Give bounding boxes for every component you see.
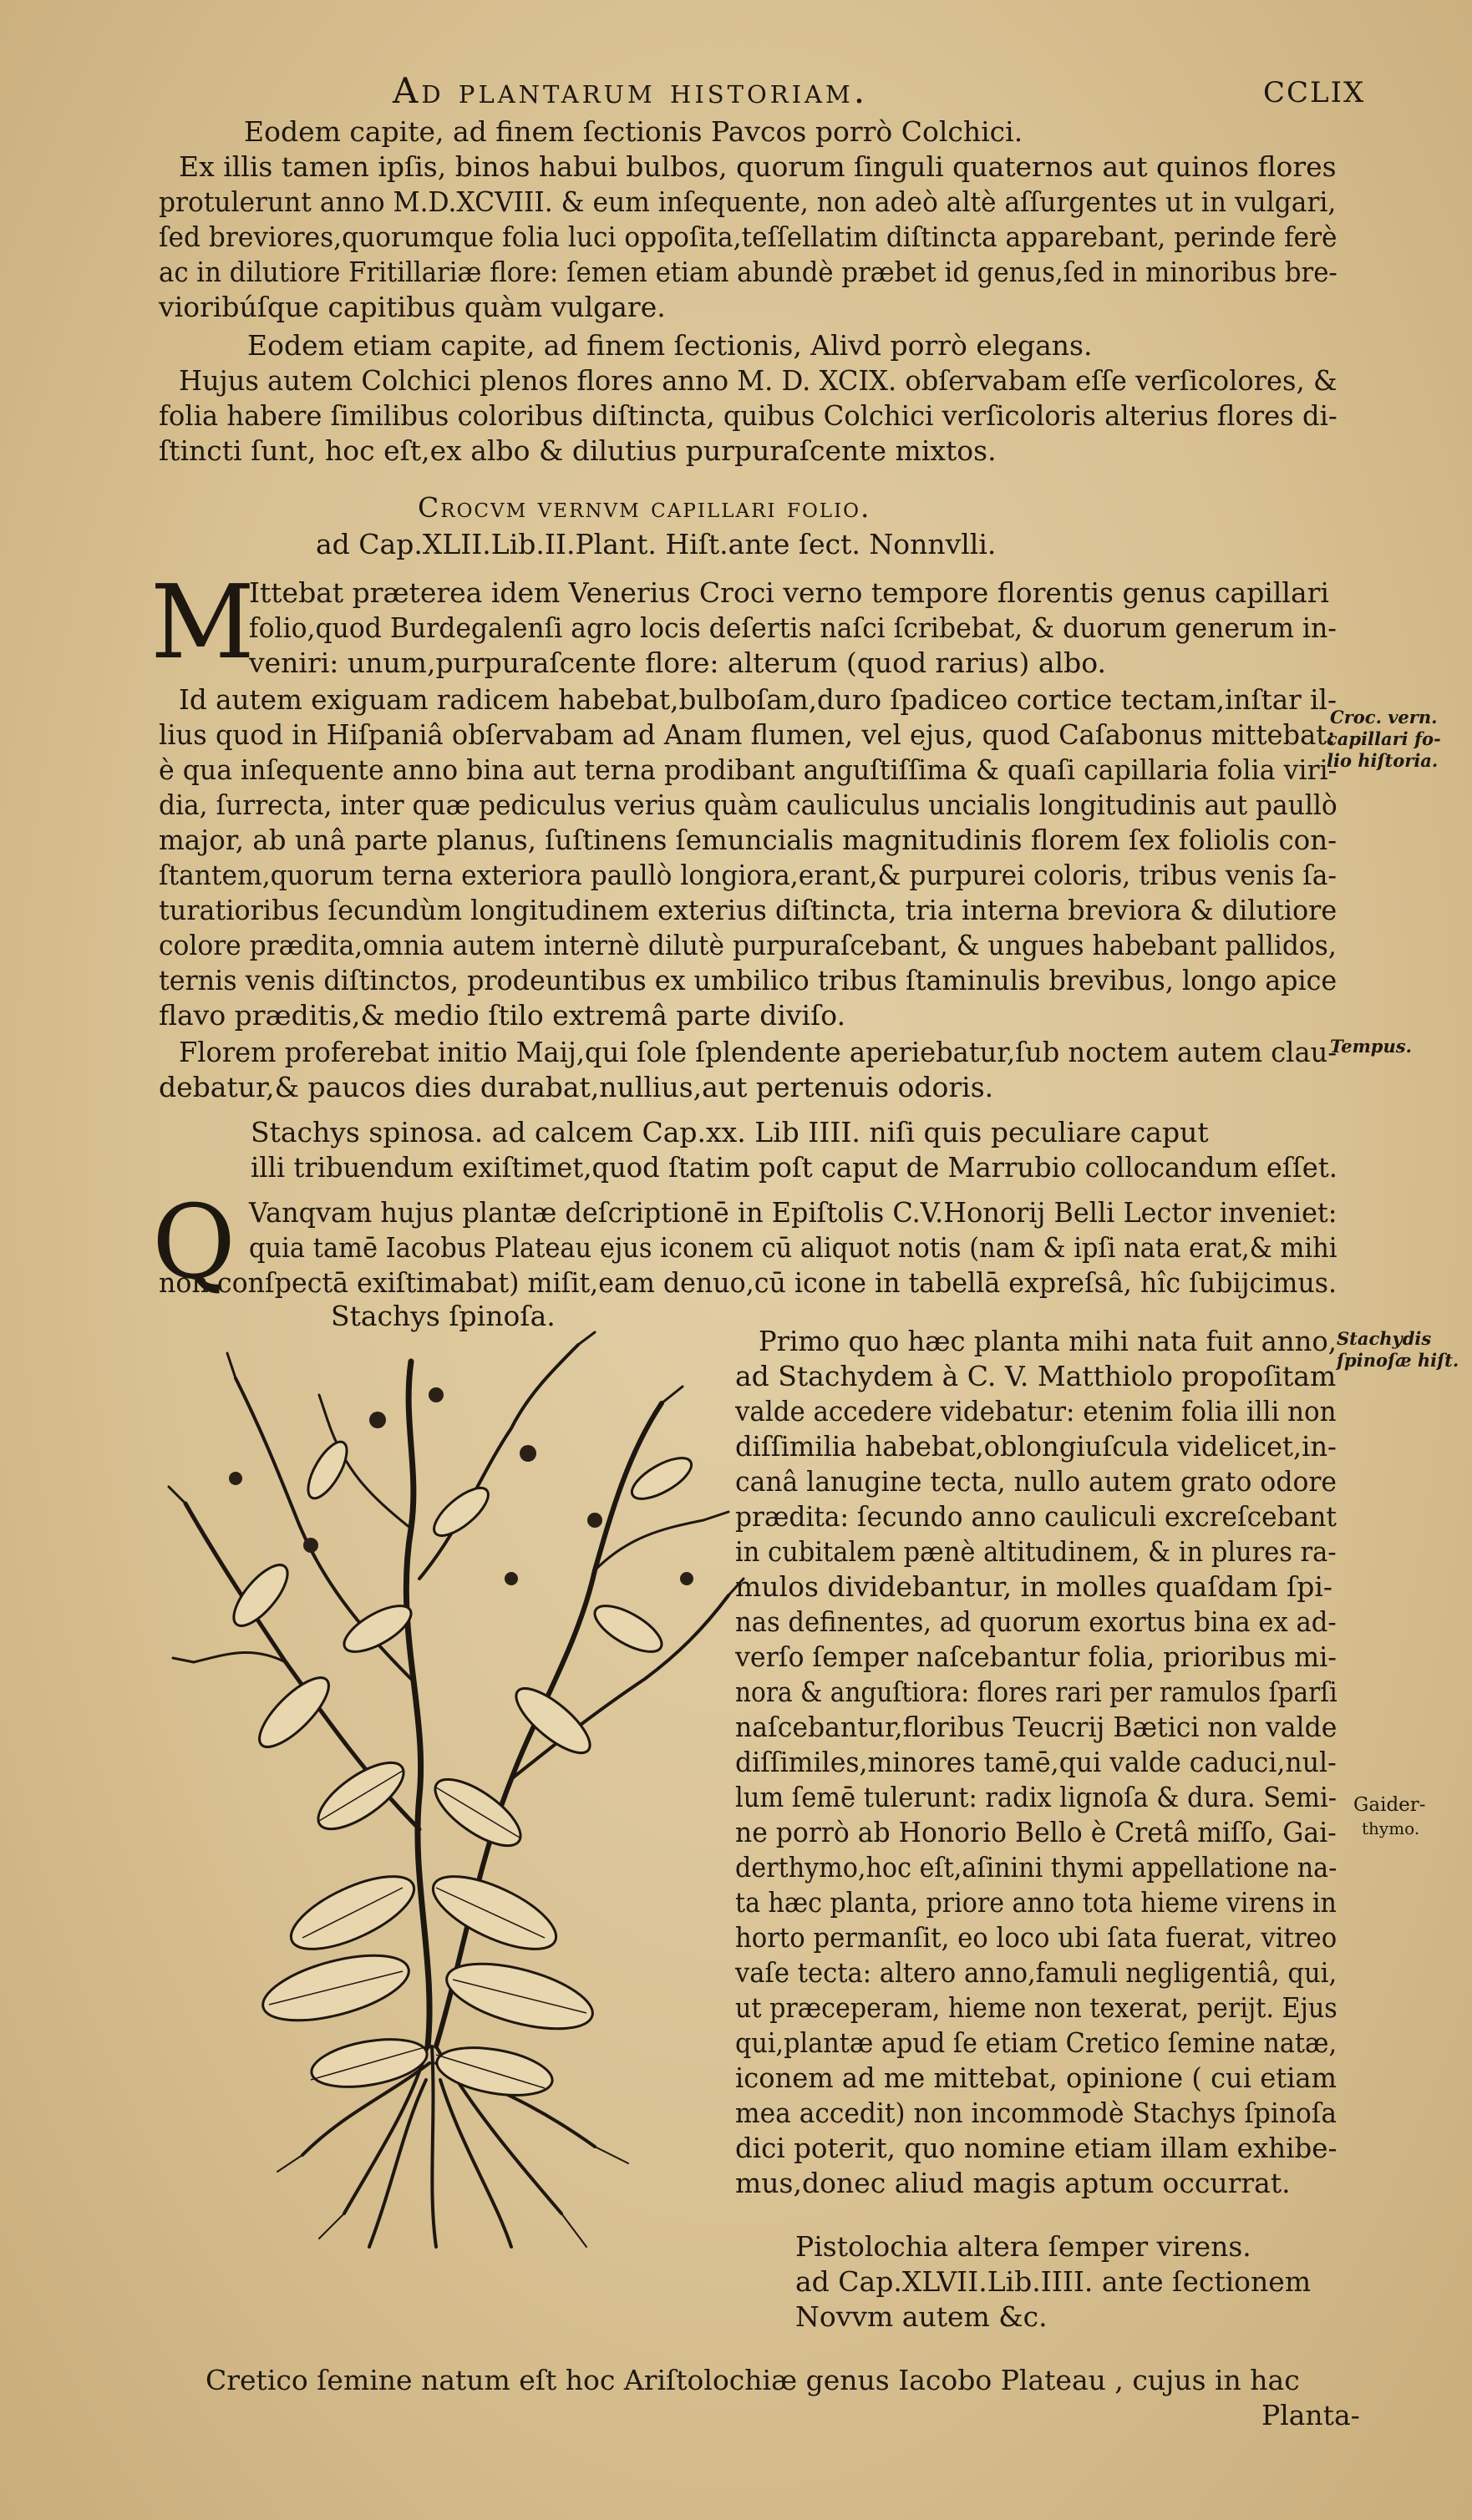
paucos-line: ac in dilutiore Fritillariæ flore: ſemen etiam abundè præbet id genus,ſed in minoribus bre- — [159, 256, 1337, 288]
paucos-line: Ex illis tamen ipſis, binos habui bulbos, quorum ſinguli quaternos aut quinos flores — [179, 150, 1337, 183]
crocum-line: ſtantem,quorum terna exteriora paullò longiora,erant,& purpurei coloris, tribus venis ſa- — [159, 859, 1337, 891]
paucos-intro: Eodem capite, ad finem ſectionis Pavcos porrò Colchici. — [244, 115, 1023, 148]
stachys-column-line: derthymo,hoc eſt,aſinini thymi appellatione na- — [735, 1851, 1337, 1884]
crocum-line: lius quod in Hiſpaniâ obſervabam ad Anam flumen, vel ejus, quod Caſabonus mittebat: — [159, 718, 1337, 751]
stachys-column-line: mulos dividebantur, in molles quaſdam ſpi- — [735, 1570, 1333, 1603]
margin-note-stachys-2: ſpinoſæ hiſt. — [1337, 1350, 1459, 1371]
crocum-heading: Crocvm vernvm capillari folio. — [418, 491, 871, 524]
crocum-line: Id autem exiguam radicem habebat,bulboſam,duro ſpadiceo cortice tectam,inſtar il- — [179, 683, 1337, 716]
stachys-intro-line: quia tamē Iacobus Plateau ejus iconem cū aliquot notis (nam & ipſi nata erat,& mihi — [249, 1231, 1337, 1264]
stachys-column-line: mea accedit) non incommodè Stachys ſpinoſa — [735, 2097, 1337, 2129]
stachys-column-line: nora & anguſtiora: flores rari per ramulos ſparſi — [735, 1676, 1337, 1708]
margin-note-croc-3: lio hiſtoria. — [1327, 750, 1439, 771]
margin-note-croc-2: capillari fo- — [1327, 728, 1441, 749]
stachys-column-line: vaſe tecta: altero anno,famuli negligentiâ, qui, — [735, 1956, 1337, 1989]
catchword: Planta- — [1261, 2399, 1360, 2431]
stachys-column-line: ne porrò ab Honorio Bello è Cretâ miſſo, Gai- — [735, 1816, 1337, 1848]
stachys-column-line: ta hæc planta, priore anno tota hieme virens in — [735, 1886, 1337, 1919]
pistolochia-heading: Pistolochia altera ſemper virens. — [795, 2230, 1251, 2263]
crocum-line: colore prædita,omnia autem internè dilutè purpuraſcebant, & ungues habebant pallidos, — [159, 929, 1337, 961]
running-title: Ad plantarum historiam. — [393, 70, 869, 111]
stachys-column-line: qui,plantæ apud ſe etiam Cretico ſemine natæ, — [735, 2026, 1337, 2059]
stachys-column-line: ut præceperam, hieme non texerat, perijt. Ejus — [735, 1991, 1337, 2024]
stachys-heading-1: Stachys spinosa. ad calcem Cap.xx. Lib IIII. niſi quis peculiare caput — [251, 1116, 1209, 1148]
crocum-line: debatur,& paucos dies durabat,nullius,aut pertenuis odoris. — [159, 1071, 994, 1103]
stachys-column-line: prædita: ſecundo anno cauliculi excreſcebant — [735, 1500, 1337, 1533]
stachys-column-line: horto permanſit, eo loco ubi ſata fuerat, vitreo — [735, 1921, 1337, 1954]
folio-number: cclix — [1263, 65, 1366, 112]
crocum-line: dia, ſurrecta, inter quæ pediculus verius quàm cauliculus uncialis longitudinis aut paullò — [159, 788, 1337, 821]
stachys-woodcut-illustration — [160, 1328, 745, 2264]
pistolochia-subheading: ad Cap.XLVII.Lib.IIII. ante ſectionem — [795, 2265, 1312, 2298]
stachys-column-line: ad Stachydem à C. V. Matthiolo propoſitam — [735, 1360, 1337, 1392]
paucos-line: protulerunt anno M.D.XCVIII. & eum inſequente, non adeò altè aſſurgentes ut in vulgari, — [159, 185, 1337, 218]
margin-note-stachys-1: Stachydis — [1337, 1328, 1432, 1349]
aliud-line: Hujus autem Colchici plenos flores anno M. D. XCIX. obſervabam eſſe verſicolores, & — [179, 364, 1337, 397]
figure-caption: Stachys ſpinoſa. — [331, 1300, 556, 1332]
crocum-line: è qua inſequente anno bina aut terna prodibant anguſtiſſima & quaſi capillaria folia viri- — [159, 753, 1337, 786]
stachys-column-line: dici poterit, quo nomine etiam illam exhibe- — [735, 2132, 1337, 2164]
crocum-line: veniri: unum,purpuraſcente flore: alterum (quod rarius) albo. — [249, 646, 1107, 679]
margin-note-gaider-1: Gaider- — [1353, 1794, 1426, 1816]
crocum-line: Ittebat præterea idem Venerius Croci verno tempore florentis genus capillari — [249, 576, 1329, 609]
stachys-column-line: diſſimilia habebat,oblongiuſcula videlicet,in- — [735, 1430, 1337, 1463]
stachys-column-line: mus,donec aliud magis aptum occurrat. — [735, 2167, 1291, 2199]
stachys-column-line: canâ lanugine tecta, nullo autem grato odore — [735, 1465, 1337, 1498]
stachys-column-line: valde accedere videbatur: etenim folia illi non — [735, 1395, 1337, 1427]
aliud-line: folia habere ſimilibus coloribus diſtincta, quibus Colchici verſicoloris alterius flores di- — [159, 399, 1337, 432]
crocum-line: ternis venis diſtinctos, prodeuntibus ex umbilico tribus ſtaminulis brevibus, longo apice — [159, 964, 1337, 996]
paucos-line: ſed breviores,quorumque folia luci oppoſita,teſſellatim diſtincta apparebant, perinde ferè — [159, 221, 1337, 253]
stachys-column-line: nas definentes, ad quorum exortus bina ex ad- — [735, 1605, 1337, 1638]
stachys-column-line: in cubitalem pænè altitudinem, & in plures ra- — [735, 1535, 1337, 1568]
crocum-line: major, ab unâ parte planus, ſuſtinens ſemuncialis magnitudinis florem ſex foliolis con- — [159, 824, 1337, 856]
drop-capital: Q — [152, 1183, 236, 1301]
drop-capital: M — [150, 563, 255, 682]
aliud-line: ſtincti ſunt, hoc eſt,ex albo & dilutius purpuraſcente mixtos. — [159, 434, 997, 467]
stachys-column-line: iconem ad me mittebat, opinione ( cui etiam — [735, 2061, 1337, 2094]
stachys-intro-line: non conſpectā exiſtimabat) miſit,eam denuo,cū icone in tabellā expreſsâ, hîc ſubijcimus. — [159, 1266, 1337, 1299]
stachys-intro-line: Vanqvam hujus plantæ deſcriptionē in Epiſtolis C.V.Honorij Belli Lector inveniet: — [249, 1196, 1337, 1229]
margin-note-gaider-2: thymo. — [1362, 1818, 1420, 1838]
crocum-line: turatioribus ſecundùm longitudinem exterius diſtincta, tria interna breviora & dilutiore — [159, 894, 1337, 926]
margin-note-croc-1: Croc. vern. — [1330, 707, 1438, 728]
crocum-subheading: ad Cap.XLII.Lib.II.Plant. Hiſt.ante ſect. Nonnvlli. — [316, 528, 997, 560]
stachys-column-line: verſo ſemper naſcebantur folia, prioribus mi- — [735, 1640, 1337, 1673]
stachys-heading-2: illi tribuendum exiſtimet,quod ſtatim poſt caput de Marrubio collocandum eſſet. — [251, 1151, 1337, 1184]
aliud-intro: Eodem etiam capite, ad finem ſectionis, Alivd porrò elegans. — [247, 329, 1093, 362]
pistolochia-subheading: Novvm autem &c. — [795, 2300, 1048, 2333]
stachys-column-line: lum ſemē tulerunt: radix lignoſa & dura. Semi- — [735, 1781, 1337, 1813]
stachys-column-line: naſcebantur,floribus Teucrij Bætici non valde — [735, 1711, 1337, 1743]
crocum-line: folio,quod Burdegalenſi agro locis deſertis naſci ſcribebat, & duorum generum in- — [249, 611, 1337, 644]
stachys-column-line: Primo quo hæc planta mihi nata fuit anno, — [759, 1325, 1337, 1357]
crocum-line: Florem proferebat initio Maij,qui ſole ſplendente aperiebatur,ſub noctem autem clau- — [179, 1036, 1337, 1068]
paucos-line: vioribúſque capitibus quàm vulgare. — [159, 291, 666, 323]
pistolochia-text-line: Cretico ſemine natum eſt hoc Ariſtolochiæ genus Iacobo Plateau , cujus in hac — [206, 2364, 1300, 2396]
stachys-column-line: diſſimiles,minores tamē,qui valde caduci,nul- — [735, 1746, 1337, 1778]
margin-note-tempus: Tempus. — [1330, 1036, 1412, 1057]
crocum-line: flavo præditis,& medio ſtilo extremâ parte diviſo. — [159, 999, 846, 1032]
